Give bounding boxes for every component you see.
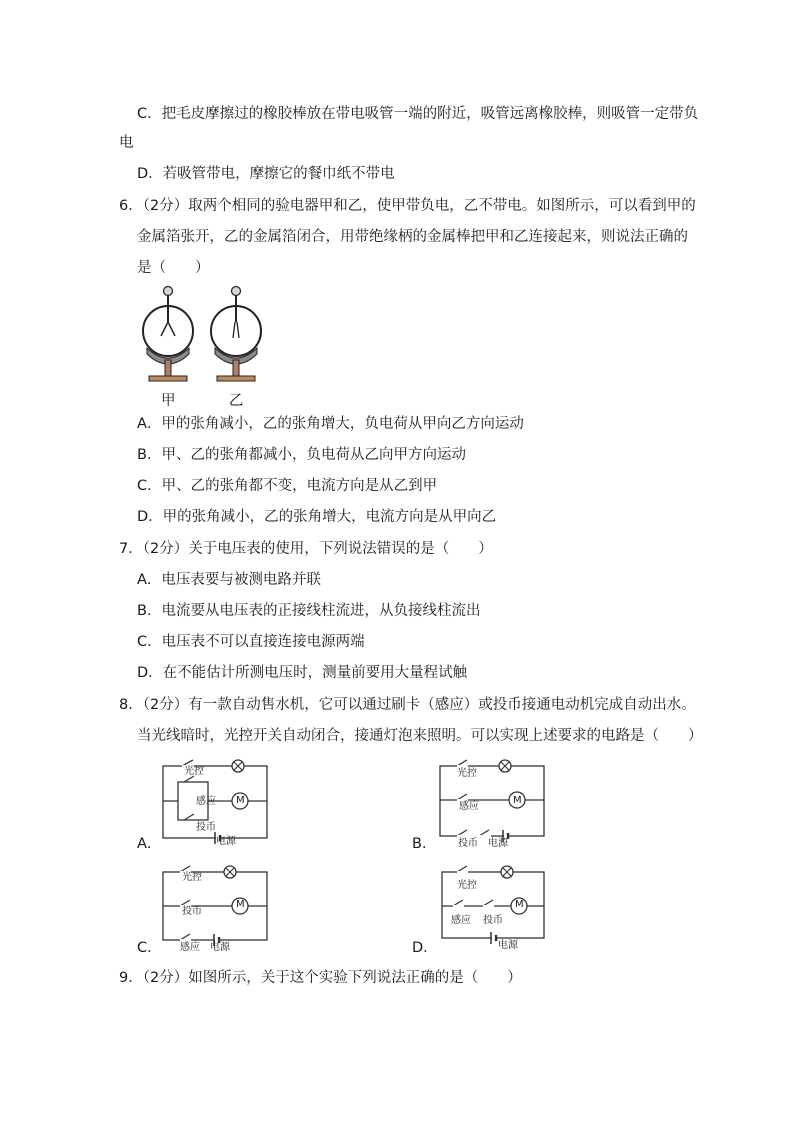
circuit-b [437, 760, 549, 844]
q6-option-c: C．甲、乙的张角都不变，电流方向是从乙到甲 [137, 478, 438, 494]
circuit-d-coin-label: 投币 [483, 915, 503, 926]
circuit-d-light-switch-label: 光控 [457, 880, 477, 891]
electroscope-figure [137, 282, 277, 392]
q8-stem-line2: 当光线暗时，光控开关自动闭合，接通灯泡来照明。可以实现上述要求的电路是（ ） [137, 728, 703, 744]
circuit-b-power-label: 电源 [488, 838, 508, 849]
circuit-c-sensor-label: 感应 [180, 942, 200, 953]
circuit-c [160, 864, 272, 946]
circuit-b-motor-label: M [513, 795, 522, 806]
q7-option-c: C．电压表不可以直接连接电源两端 [137, 634, 365, 650]
q8-option-c-letter: C． [137, 940, 162, 956]
electroscope-yi [211, 287, 261, 382]
circuit-c-power-label: 电源 [210, 942, 230, 953]
q6-stem-line1: 6．（2分）取两个相同的验电器甲和乙，使甲带负电，乙不带电。如图所示，可以看到甲的 [119, 198, 696, 214]
q6-stem-line3: 是（ ） [137, 260, 210, 276]
circuit-b-light-switch-label: 光控 [457, 768, 477, 779]
circuit-a-motor-label: M [236, 795, 245, 806]
q7-option-b: B．电流要从电压表的正接线柱流进，从负接线柱流出 [137, 603, 481, 619]
circuit-d-power-label: 电源 [498, 940, 518, 951]
circuit-a-sensor-label: 感应 [196, 796, 216, 807]
q8-option-d-letter: D． [412, 940, 438, 956]
circuit-d-sensor-label: 感应 [451, 915, 471, 926]
circuit-a-power-label: 电源 [216, 836, 236, 847]
circuit-c-motor-label: M [236, 899, 245, 910]
circuit-b-coin-label: 投币 [458, 838, 478, 849]
q8-option-b-letter: B． [412, 836, 437, 852]
q6-option-a: A．甲的张角减小，乙的张角增大，负电荷从甲向乙方向运动 [137, 416, 524, 432]
circuit-a-light-switch-label: 光控 [184, 766, 204, 777]
q5-option-c-line1: C．把毛皮摩擦过的橡胶棒放在带电吸管一端的附近，吸管远离橡胶棒，则吸管一定带负 [137, 106, 699, 122]
q5-option-d: D．若吸管带电，摩擦它的餐巾纸不带电 [137, 166, 395, 182]
q7-option-a: A．电压表要与被测电路并联 [137, 572, 321, 588]
electroscope-label-yi: 乙 [229, 393, 244, 409]
q7-option-d: D．在不能估计所测电压时，测量前要用大量程试触 [137, 665, 468, 681]
circuit-c-light-switch-label: 光控 [182, 872, 202, 883]
q7-stem: 7．（2分）关于电压表的使用，下列说法错误的是（ ） [119, 541, 493, 557]
circuit-b-sensor-label: 感应 [459, 801, 479, 812]
q5-option-c-line2: 电 [119, 135, 134, 151]
q6-stem-line2: 金属箔张开，乙的金属箔闭合，用带绝缘柄的金属棒把甲和乙连接起来，则说法正确的 [137, 229, 688, 245]
q8-option-a-letter: A． [137, 836, 162, 852]
circuit-c-coin-label: 投币 [182, 906, 202, 917]
q8-stem-line1: 8．（2分）有一款自动售水机，它可以通过刷卡（感应）或投币接通电动机完成自动出水。 [119, 697, 696, 713]
q6-option-d: D．甲的张角减小，乙的张角增大，电流方向是从甲向乙 [137, 509, 497, 525]
q6-option-b: B．甲、乙的张角都减小，负电荷从乙向甲方向运动 [137, 447, 466, 463]
q9-stem: 9．（2分）如图所示，关于这个实验下列说法正确的是（ ） [119, 970, 522, 986]
electroscope-jia [143, 287, 193, 382]
circuit-a-coin-label: 投币 [196, 822, 216, 833]
circuit-d [439, 864, 549, 944]
electroscope-label-jia: 甲 [161, 393, 176, 409]
circuit-d-motor-label: M [515, 899, 524, 910]
